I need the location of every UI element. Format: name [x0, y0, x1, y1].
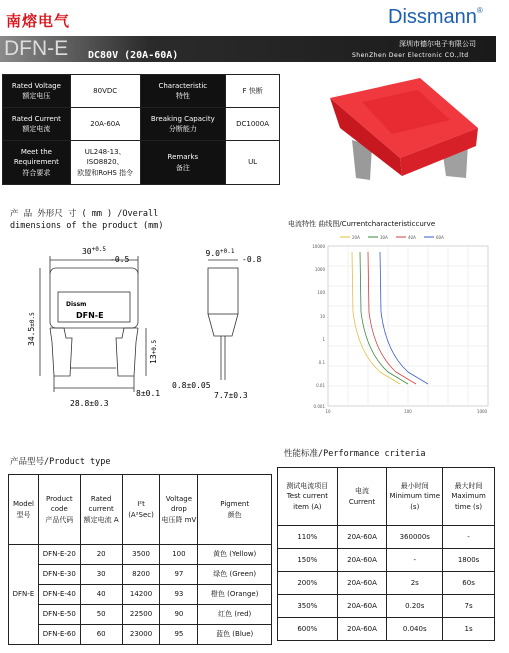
table-row [9, 545, 272, 565]
registered-mark: ® [476, 6, 483, 15]
cell-min: - [387, 549, 443, 572]
fuse-brand-label: Dissm [66, 301, 87, 308]
cell-item: 350% [278, 595, 338, 618]
cell-max: 7s [443, 595, 495, 618]
cell-drop: 97 [160, 565, 198, 585]
cell-current: 40 [80, 585, 122, 605]
dim-width-top [82, 246, 106, 256]
col-header-en: Model [12, 500, 34, 509]
table-row [9, 625, 272, 645]
y-tick: 1000 [314, 267, 325, 272]
blade-left-outline [50, 328, 72, 376]
spec-value: F 快断 [226, 75, 280, 108]
col-header [160, 475, 198, 545]
dim-tol: +0.1 [220, 248, 235, 255]
cell-i2t: 23000 [122, 625, 160, 645]
table-row [278, 549, 495, 572]
spec-header-cn: 符合要求 [22, 168, 51, 177]
cell-min: 0.20s [387, 595, 443, 618]
product-type-title: 产品型号/Product type [10, 457, 111, 467]
cell-code: DFN-E-40 [38, 585, 80, 605]
dimensions-title-line: 产 品 外形尺 寸 ( mm ) /Overall [10, 209, 159, 219]
cell-current: 20A-60A [337, 549, 387, 572]
table-row [278, 595, 495, 618]
cell-current: 20A-60A [337, 572, 387, 595]
dimensions-title-line: dimensions of the product (mm) [10, 221, 164, 232]
legend-60a: 60A [436, 235, 444, 240]
cell-drop: 100 [160, 545, 198, 565]
fuse-product-image [300, 68, 490, 188]
spec-header-cn: 备注 [175, 163, 190, 172]
spec-value: 80VDC [70, 75, 140, 108]
product-table [8, 474, 272, 645]
x-tick: 10 [325, 409, 331, 414]
col-header-en: Test current item (A) [286, 492, 328, 511]
dim-tol: +0.5 [91, 246, 107, 253]
x-tick: 1000 [476, 409, 488, 414]
cell-item: 110% [278, 526, 338, 549]
spec-value: DC1000A [226, 108, 280, 141]
fuse-model-label: DFN-E [76, 311, 104, 320]
y-tick: 0.001 [313, 404, 325, 409]
col-header-cn: 颜色 [227, 510, 242, 519]
dim-value: 9.0 [205, 249, 220, 258]
table-row [278, 526, 495, 549]
spec-row [3, 141, 280, 185]
spec-header-cn: 特性 [175, 92, 190, 100]
dim-thickness [206, 248, 235, 258]
spec-header-en: Meet the Requirement [13, 148, 59, 167]
perf-header-row [278, 468, 495, 526]
spec-header-cn: 额定电压 [22, 92, 51, 100]
table-row [278, 618, 495, 641]
side-body-outline [208, 268, 238, 314]
spec-header [140, 75, 226, 108]
dim-blade-thk: 0.8±0.05 [172, 381, 211, 390]
spec-header [3, 141, 71, 185]
cell-max: 1800s [443, 549, 495, 572]
dim-value: 30 [81, 247, 92, 256]
cell-current: 20A-60A [337, 526, 387, 549]
col-header-cn: 电压降 mV [161, 515, 197, 524]
cell-min: 0.040s [387, 618, 443, 641]
cell-i2t: 8200 [122, 565, 160, 585]
cell-max: 60s [443, 572, 495, 595]
company-en: ShenZhen Deer Electronic CO.,ltd [352, 52, 469, 59]
cell-color: 蓝色 (Blue) [198, 625, 272, 645]
rating-text: DC80V (20A-60A) [88, 50, 179, 61]
col-header [198, 475, 272, 545]
dim-tol: -0.5 [110, 255, 130, 264]
col-header [337, 468, 387, 526]
col-header-en: Minimum time (s) [389, 492, 440, 511]
spec-header [3, 75, 71, 108]
performance-title: 性能标准/Performance criteria [284, 449, 426, 459]
spec-header-en: Breaking Capacity [150, 114, 215, 123]
col-header-en: Product code [46, 495, 73, 514]
spec-value: 20A-60A [70, 108, 140, 141]
cell-color: 绿色 (Green) [198, 565, 272, 585]
cell-code: DFN-E-50 [38, 605, 80, 625]
cell-drop: 95 [160, 625, 198, 645]
cell-code: DFN-E-20 [38, 545, 80, 565]
dimension-drawing [14, 246, 276, 412]
col-header-cn: 额定电流 A [83, 515, 119, 524]
col-header [80, 475, 122, 545]
dim-value: 13 [149, 354, 158, 364]
y-tick: 100 [317, 290, 325, 295]
dim-value: 34.5 [27, 326, 36, 346]
dim-tol: -0.8 [242, 255, 262, 264]
cell-item: 600% [278, 618, 338, 641]
spec-header [140, 108, 226, 141]
spec-header-en: Characteristic [158, 81, 208, 90]
col-header-en: Maximum time (s) [451, 492, 486, 511]
col-header-en: Rated current [88, 495, 114, 514]
brand-en-text: Dissmann [388, 6, 477, 28]
table-row [9, 565, 272, 585]
col-header-cn: 最小时间 [400, 482, 429, 491]
brand-en [388, 6, 483, 29]
cell-i2t: 14200 [122, 585, 160, 605]
dim-tol: ±0.5 [29, 312, 36, 327]
cell-item: 150% [278, 549, 338, 572]
spec-value-line: UL248-13、 [84, 148, 126, 157]
cell-color: 橙色 (Orange) [198, 585, 272, 605]
col-header-en: Voltage drop [165, 495, 193, 514]
x-ticks [325, 409, 487, 414]
cell-min: 2s [387, 572, 443, 595]
spec-value-line: ISO8820、 [86, 158, 124, 167]
side-taper [208, 314, 238, 336]
y-tick: 10 [319, 314, 325, 319]
col-header-cn: 产品代码 [45, 515, 74, 524]
curve-title: 电流特性 曲线图/Currentcharacteristiccurve [288, 220, 436, 228]
col-header-en: I²t [137, 500, 145, 509]
cell-current: 60 [80, 625, 122, 645]
cell-drop: 90 [160, 605, 198, 625]
x-tick: 100 [404, 409, 412, 414]
brand-cn: 南熔电气 [6, 12, 71, 30]
col-header-cn: (A²Sec) [128, 510, 154, 519]
spec-header-en: Rated Voltage [11, 81, 61, 90]
y-tick: 0.1 [318, 360, 325, 365]
spec-header-cn: 分断能力 [168, 125, 197, 133]
col-header-cn: 最大时间 [454, 482, 483, 491]
legend-40a: 40A [408, 235, 416, 240]
dim-height [27, 312, 36, 346]
cell-current: 20A-60A [337, 595, 387, 618]
cell-max: - [443, 526, 495, 549]
spec-header-cn: 额定电流 [22, 125, 51, 133]
model-title: DFN-E [4, 37, 69, 60]
y-tick: 1 [322, 337, 325, 342]
cell-color: 红色 (red) [198, 605, 272, 625]
cell-current: 20A-60A [337, 618, 387, 641]
col-header-en: Pigment [220, 500, 250, 509]
col-header [9, 475, 39, 545]
dim-tol: +0.5 [151, 339, 158, 355]
cell-color: 黄色 (Yellow) [198, 545, 272, 565]
spec-table [2, 74, 280, 185]
spec-row [3, 108, 280, 141]
dim-bottom-width: 28.8±0.3 [70, 399, 109, 408]
spec-header-en: Remarks [167, 153, 199, 162]
cell-current: 30 [80, 565, 122, 585]
cell-min: 360000s [387, 526, 443, 549]
table-row [9, 605, 272, 625]
col-header [122, 475, 160, 545]
col-header [387, 468, 443, 526]
cell-current: 50 [80, 605, 122, 625]
dim-side-offset: 7.7±0.3 [214, 391, 248, 400]
cell-current: 20 [80, 545, 122, 565]
y-ticks [312, 244, 325, 409]
blade-right-outline [116, 328, 138, 376]
legend-30a: 30A [380, 235, 388, 240]
cell-drop: 93 [160, 585, 198, 605]
cell-code: DFN-E-60 [38, 625, 80, 645]
curve-legend [340, 235, 444, 240]
col-header-cn: 电流 [355, 487, 370, 496]
model-cell: DFN-E [9, 545, 39, 645]
spec-value [70, 141, 140, 185]
spec-header [140, 141, 226, 185]
dim-blade-len [149, 340, 158, 364]
cell-code: DFN-E-30 [38, 565, 80, 585]
product-header-row [9, 475, 272, 545]
performance-table [277, 467, 495, 641]
dim-blade-gap: 8±0.1 [136, 389, 161, 398]
spec-value: UL [226, 141, 280, 185]
spec-value-line: 欧盟和RoHS 指令 [77, 168, 134, 177]
y-tick: 10000 [312, 244, 325, 249]
col-header-en: Current [348, 497, 376, 506]
company-cn: 深圳市德尔电子有限公司 [399, 40, 476, 48]
col-header [38, 475, 80, 545]
spec-header-en: Rated Current [11, 114, 61, 123]
table-row [9, 585, 272, 605]
cell-i2t: 3500 [122, 545, 160, 565]
time-current-curve [300, 232, 496, 416]
y-tick: 0.01 [316, 383, 325, 388]
col-header-cn: 型号 [16, 510, 31, 519]
col-header [278, 468, 338, 526]
cell-i2t: 22500 [122, 605, 160, 625]
table-row [278, 572, 495, 595]
dimensions-title [10, 208, 170, 233]
spec-row [3, 75, 280, 108]
col-header-cn: 测试电流项目 [286, 482, 329, 491]
cell-item: 200% [278, 572, 338, 595]
spec-header [3, 108, 71, 141]
col-header [443, 468, 495, 526]
cell-max: 1s [443, 618, 495, 641]
legend-20a: 20A [352, 235, 360, 240]
